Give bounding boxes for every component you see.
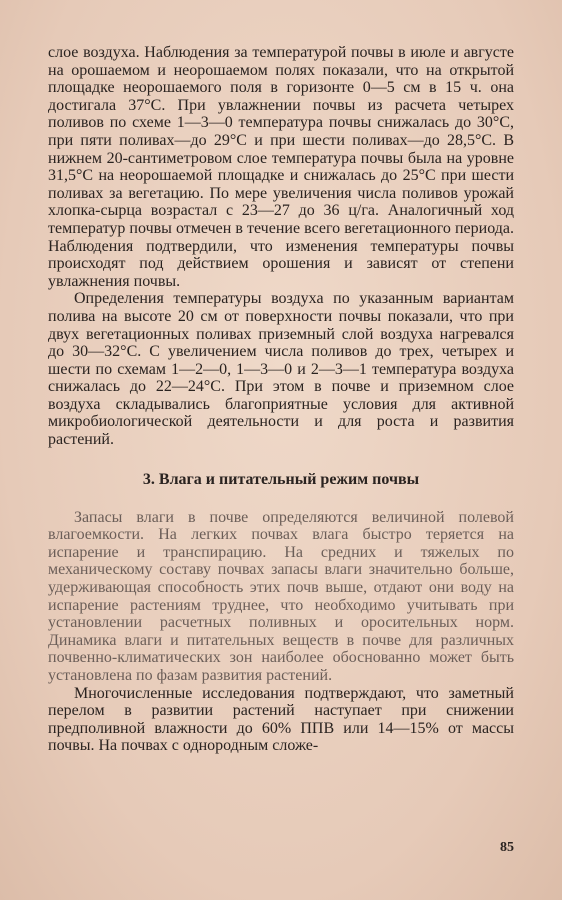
paragraph-research-findings: Многочисленные исследования подтверждают, что заметный перелом в развитии растений наступает при снижении предполивной влажности до 60% ППВ или 14—15% от массы почвы. На почвах с однородным сложе- bbox=[48, 684, 514, 755]
paragraph-soil-temperature: слое воздуха. Наблюдения за температурой почвы в июле и августе на орошаемом и неорошаемом полях показали, что на открытой площадке неорошаемого поля в горизонте 0—5 см в 15 ч. она достигала 37°С. При увлажнении почвы из расчета четырех поливов по схеме 1—3—0 температура почвы снижалась до 30°С, при пяти поливах—до 29°С и при шести поливах—до 28,5°С. В нижнем 20-сантиметровом слое температура почвы была на уровне 31,5°С на неорошаемой площадке и снижалась до 25°С при шести поливах за вегетацию. По мере увеличения числа поливов урожай хлопка-сырца возрастал с 23—27 до 36 ц/га. Аналогичный ход температур почвы отмечен в течение всего вегетационного периода. Наблюдения подтвердили, что изменения температуры почвы происходят под действием орошения и зависят от степени увлажнения почвы. bbox=[48, 44, 514, 290]
top-text-block bbox=[48, 44, 514, 449]
bottom-text-block bbox=[48, 509, 514, 755]
section-heading: 3. Влага и питательный режим почвы bbox=[142, 470, 420, 488]
paragraph-moisture-reserves: Запасы влаги в почве определяются величиной полевой влагоемкости. На легких почвах влага быстро теряется на испарение и транспирацию. На средних и тяжелых по механическому составу почвах запасы влаги значительно больше, удерживающая способность этих почв выше, отдают они воду на испарение растениям труднее, что необходимо учитывать при установлении расчетных поливных и оросительных норм. Динамика влаги и питательных веществ в почве для различных почвенно-климатических зон наиболее обоснованно может быть установлена по фазам развития растений. bbox=[48, 508, 514, 684]
page-number: 85 bbox=[500, 840, 514, 855]
paragraph-air-temperature: Определения температуры воздуха по указанным вариантам полива на высоте 20 см от поверхности почвы показали, что при двух вегетационных поливах приземный слой воздуха нагревался до 30—32°С. С увеличением числа поливов до трех, четырех и шести по схемам 1—2—0, 1—3—0 и 2—3—1 температура воздуха снижалась до 22—24°С. При этом в почве и приземном слое воздуха складывались благоприятные условия для активной микробиологической деятельности и для роста и развития растений. bbox=[48, 290, 514, 449]
